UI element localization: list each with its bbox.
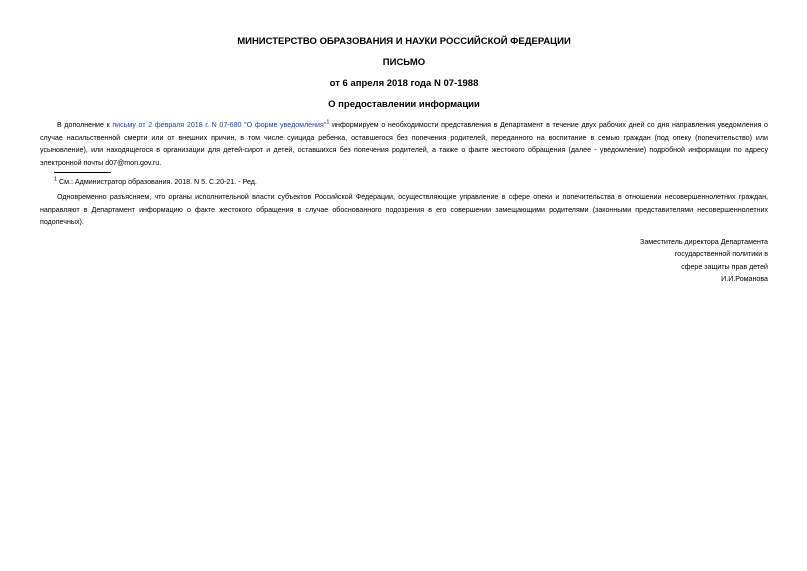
- date-number-heading: от 6 апреля 2018 года N 07-1988: [329, 78, 479, 89]
- footnote-text: См.: Администратор образования. 2018. N 5. С.20-21. - Ред.: [57, 178, 257, 187]
- paragraph-1-rest: информируем о необходимости представления в Департамент в течение двух рабочих дней со дня направления уведомления о случае насильственной смерти или от внешних причин, в том числе суицида ребенка, оставшегося без попечения родителей, переданного на воспитание в семью граждан (под опеку (попечительство) или усыновление), или находящегося в организации для детей-сирот и детей, оставшихся без попечения родителей, а также о факте жестокого обращения (далее - уведомление) подробной информации по адресу электронной почты d07@mon.gov.ru.: [40, 121, 768, 167]
- footnote-divider: [54, 172, 111, 173]
- footnote-reference[interactable]: 1: [326, 119, 330, 126]
- signature-line-3: сфере защиты прав детей: [681, 262, 768, 271]
- subject-heading: О предоставлении информации: [328, 99, 480, 110]
- doc-type-heading: ПИСЬМО: [382, 57, 426, 68]
- signatory-name: И.И.Романова: [721, 274, 768, 283]
- body-paragraph-2: Одновременно разъясняем, что органы исполнительной власти субъектов Российской Федерации, осуществляющие управление в сфере опеки и попечительства в отношении несовершеннолетних граждан, направляют в Департамент информацию о факте жестокого обращения в случае обоснованного подозрения в его совершении замещающими родителями (законными представителями несовершеннолетних подопечных).: [40, 192, 768, 227]
- body-paragraph-1: [40, 119, 768, 169]
- referenced-letter-link[interactable]: письму от 2 февраля 2018 г. N 07-680 "О форме уведомления": [112, 121, 327, 129]
- footnote: [54, 176, 768, 189]
- document-page: [40, 36, 768, 285]
- paragraph-1-lead: В дополнение к: [57, 121, 113, 129]
- signature-line-2: государственной политики в: [674, 250, 768, 259]
- ministry-heading: МИНИСТЕРСТВО ОБРАЗОВАНИЯ И НАУКИ РОССИЙСКОЙ ФЕДЕРАЦИИ: [237, 36, 571, 47]
- footnote-mark: 1: [54, 177, 58, 184]
- signature-block: [40, 236, 768, 286]
- signature-line-1: Заместитель директора Департамента: [640, 237, 768, 246]
